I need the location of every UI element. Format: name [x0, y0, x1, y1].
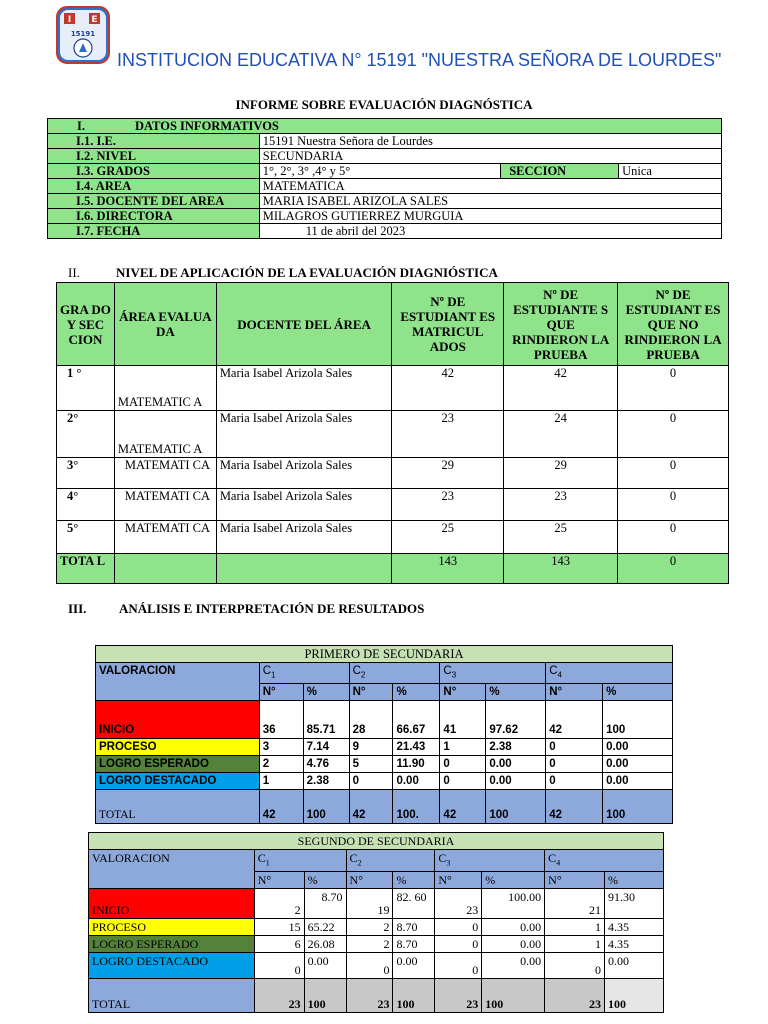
nivel-total-no-rindieron: 0 — [618, 554, 729, 584]
primero-cell: 28 — [349, 701, 393, 739]
nivel-cell-matriculados: 29 — [392, 458, 504, 489]
primero-n-header: N° — [546, 684, 603, 701]
school-name: INSTITUCION EDUCATIVA N° 15191 "NUESTRA SEÑORA DE LOURDES" — [117, 50, 722, 70]
primero-cell: 85.71 — [303, 701, 349, 739]
table-row — [57, 366, 729, 411]
nivel-cell-docente: Maria Isabel Arizola Sales — [216, 411, 392, 458]
nivel-cell-rindieron: 42 — [504, 366, 618, 411]
segundo-cell: 8.70 — [393, 936, 435, 953]
segundo-cell: 0.00 — [605, 953, 664, 979]
segundo-total-cell: 100 — [482, 979, 545, 1013]
primero-cell: 0 — [349, 773, 393, 790]
segundo-cell: 19 — [346, 889, 393, 919]
segundo-label-logro-esperado: LOGRO ESPERADO — [89, 936, 255, 953]
segundo-cell: 1 — [545, 919, 605, 936]
primero-cell: 2.38 — [486, 739, 546, 756]
nivel-cell-area: MATEMATI CA — [114, 521, 216, 554]
segundo-cell: 26.08 — [304, 936, 346, 953]
nivel-header-area: ÁREA EVALUA DA — [114, 283, 216, 366]
primero-cell: 5 — [349, 756, 393, 773]
primero-n-header: N° — [440, 684, 486, 701]
segundo-cell: 21 — [545, 889, 605, 919]
primero-label-inicio: INICIO — [96, 701, 260, 739]
primero-label-proceso: PROCESO — [96, 739, 260, 756]
primero-cell: 0 — [440, 773, 486, 790]
table-row — [96, 756, 673, 773]
primero-title: PRIMERO DE SECUNDARIA — [96, 646, 673, 663]
datos-value-directora: MILAGROS GUTIERREZ MURGUIA — [259, 209, 721, 224]
nivel-header-grado: GRA DO Y SEC CION — [57, 283, 115, 366]
segundo-c2-header: $C_2$ — [346, 850, 435, 872]
nivel-section-title: NIVEL DE APLICACIÓN DE LA EVALUACIÓN DIAGNIÓSTICA — [116, 265, 498, 280]
segundo-cell: 4.35 — [605, 936, 664, 953]
primero-cell: 0.00 — [393, 773, 440, 790]
nivel-cell-rindieron: 24 — [504, 411, 618, 458]
primero-cell: 0.00 — [603, 773, 673, 790]
nivel-total-rindieron: 143 — [504, 554, 618, 584]
primero-valoracion-header: VALORACION — [96, 663, 260, 701]
segundo-total-row — [89, 979, 664, 1013]
primero-total-cell: 42 — [546, 790, 603, 824]
primero-cell: 0.00 — [486, 773, 546, 790]
nivel-total-matriculados: 143 — [392, 554, 504, 584]
nivel-cell-no-rindieron: 0 — [618, 489, 729, 521]
datos-section-num: I. — [77, 119, 85, 133]
datos-label-seccion: SECCION — [501, 164, 619, 179]
nivel-total-row — [57, 554, 729, 584]
segundo-cell: 82. 60 — [393, 889, 435, 919]
segundo-label-logro-destacado: LOGRO DESTACADO — [89, 953, 255, 979]
primero-cell: 1 — [440, 739, 486, 756]
nivel-cell-grado: 1 ° — [57, 366, 115, 411]
segundo-total-cell: 23 — [254, 979, 304, 1013]
segundo-total-cell: 23 — [435, 979, 482, 1013]
nivel-cell-area: MATEMATI CA — [114, 458, 216, 489]
datos-label-directora: I.6. DIRECTORA — [48, 209, 260, 224]
nivel-cell-matriculados: 23 — [392, 489, 504, 521]
nivel-section-num: II. — [68, 265, 80, 280]
table-row — [89, 953, 664, 979]
nivel-cell-no-rindieron: 0 — [618, 458, 729, 489]
table-row — [89, 919, 664, 936]
primero-cell: 0.00 — [603, 756, 673, 773]
datos-value-nivel: SECUNDARIA — [259, 149, 721, 164]
segundo-cell: 0 — [346, 953, 393, 979]
segundo-cell: 65.22 — [304, 919, 346, 936]
segundo-cell: 0.00 — [482, 919, 545, 936]
table-row — [96, 701, 673, 739]
school-logo — [56, 6, 110, 64]
segundo-cell: 6 — [254, 936, 304, 953]
nivel-header-rindieron: Nº DE ESTUDIANTE S QUE RINDIERON LA PRUEBA — [504, 283, 618, 366]
primero-total-cell: 42 — [259, 790, 303, 824]
datos-value-fecha: 11 de abril del 2023 — [259, 224, 721, 239]
segundo-cell: 100.00 — [482, 889, 545, 919]
segundo-pct-header: % — [393, 872, 435, 889]
segundo-cell: 0.00 — [482, 936, 545, 953]
segundo-cell: 2 — [346, 919, 393, 936]
primero-total-cell: 100 — [303, 790, 349, 824]
primero-cell: 66.67 — [393, 701, 440, 739]
primero-cell: 4.76 — [303, 756, 349, 773]
segundo-c1-header: $C_1$ — [254, 850, 346, 872]
primero-c4-header: $C_4$ — [546, 663, 673, 684]
nivel-aplicacion-table — [56, 282, 729, 584]
primero-cell: 42 — [546, 701, 603, 739]
nivel-cell-no-rindieron: 0 — [618, 366, 729, 411]
primero-cell: 0 — [546, 773, 603, 790]
datos-value-seccion: Unica — [619, 164, 722, 179]
nivel-cell-docente: Maria Isabel Arizola Sales — [216, 489, 392, 521]
primero-pct-header: % — [393, 684, 440, 701]
nivel-cell-rindieron: 25 — [504, 521, 618, 554]
segundo-c4-header: $C_4$ — [545, 850, 664, 872]
primero-total-cell: 42 — [440, 790, 486, 824]
primero-total-label: TOTAL — [96, 790, 260, 824]
nivel-cell-rindieron: 23 — [504, 489, 618, 521]
primero-cell: 0.00 — [603, 739, 673, 756]
datos-informativos-table — [47, 118, 722, 239]
primero-cell: 3 — [259, 739, 303, 756]
primero-cell: 9 — [349, 739, 393, 756]
primero-cell: 0 — [440, 756, 486, 773]
analisis-section-title: ANÁLISIS E INTERPRETACIÓN DE RESULTADOS — [119, 601, 425, 616]
segundo-n-header: N° — [435, 872, 482, 889]
table-row — [57, 489, 729, 521]
segundo-cell: 0 — [435, 936, 482, 953]
segundo-cell: 0 — [435, 919, 482, 936]
logo-letter-e: E — [91, 15, 98, 25]
segundo-cell: 23 — [435, 889, 482, 919]
primero-c3-header: $C_3$ — [440, 663, 546, 684]
primero-label-logro-destacado: LOGRO DESTACADO — [96, 773, 260, 790]
segundo-results-table — [88, 832, 664, 1013]
primero-results-table — [95, 645, 673, 824]
nivel-header-matriculados: Nº DE ESTUDIANT ES MATRICUL ADOS — [392, 283, 504, 366]
table-row — [57, 458, 729, 489]
primero-total-row — [96, 790, 673, 824]
segundo-label-inicio: INICIO — [89, 889, 255, 919]
primero-n-header: N° — [259, 684, 303, 701]
primero-cell: 97.62 — [486, 701, 546, 739]
primero-cell: 0 — [546, 739, 603, 756]
datos-section-title: DATOS INFORMATIVOS — [135, 119, 279, 133]
segundo-total-cell: 100 — [393, 979, 435, 1013]
report-title: INFORME SOBRE EVALUACIÓN DIAGNÓSTICA — [235, 97, 533, 112]
primero-cell: 1 — [259, 773, 303, 790]
nivel-cell-grado: 5° — [57, 521, 115, 554]
segundo-cell: 0.00 — [393, 953, 435, 979]
primero-cell: 11.90 — [393, 756, 440, 773]
primero-pct-header: % — [303, 684, 349, 701]
nivel-cell-rindieron: 29 — [504, 458, 618, 489]
primero-cell: 2.38 — [303, 773, 349, 790]
segundo-cell: 8.70 — [393, 919, 435, 936]
table-row — [96, 739, 673, 756]
segundo-cell: 8.70 — [304, 889, 346, 919]
nivel-cell-grado: 2° — [57, 411, 115, 458]
table-row — [57, 411, 729, 458]
nivel-cell-grado: 4° — [57, 489, 115, 521]
table-row — [57, 521, 729, 554]
datos-value-docente: MARIA ISABEL ARIZOLA SALES — [259, 194, 721, 209]
segundo-cell: 4.35 — [605, 919, 664, 936]
segundo-total-cell: 23 — [346, 979, 393, 1013]
analisis-section-heading — [68, 601, 424, 617]
segundo-pct-header: % — [482, 872, 545, 889]
logo-number: 15191 — [70, 30, 96, 38]
segundo-label-proceso: PROCESO — [89, 919, 255, 936]
segundo-pct-header: % — [304, 872, 346, 889]
segundo-n-header: N° — [254, 872, 304, 889]
nivel-cell-grado: 3° — [57, 458, 115, 489]
primero-cell: 100 — [603, 701, 673, 739]
nivel-header-docente: DOCENTE DEL ÁREA — [216, 283, 392, 366]
segundo-cell: 2 — [254, 889, 304, 919]
datos-label-fecha: I.7. FECHA — [48, 224, 260, 239]
datos-label-nivel: I.2. NIVEL — [48, 149, 260, 164]
segundo-total-cell: 23 — [545, 979, 605, 1013]
segundo-cell: 0 — [435, 953, 482, 979]
segundo-valoracion-header: VALORACION — [89, 850, 255, 889]
segundo-n-header: N° — [346, 872, 393, 889]
segundo-title: SEGUNDO DE SECUNDARIA — [89, 833, 664, 850]
primero-cell: 21.43 — [393, 739, 440, 756]
table-row — [96, 773, 673, 790]
datos-label-area: I.4. AREA — [48, 179, 260, 194]
nivel-cell-no-rindieron: 0 — [618, 521, 729, 554]
datos-label-ie: I.1. I.E. — [48, 134, 260, 149]
table-row — [89, 889, 664, 919]
segundo-cell: 0.00 — [304, 953, 346, 979]
primero-total-cell: 100. — [393, 790, 440, 824]
table-row — [89, 936, 664, 953]
primero-n-header: N° — [349, 684, 393, 701]
segundo-total-cell: 100 — [605, 979, 664, 1013]
primero-total-cell: 42 — [349, 790, 393, 824]
nivel-cell-matriculados: 42 — [392, 366, 504, 411]
primero-total-cell: 100 — [486, 790, 546, 824]
primero-cell: 41 — [440, 701, 486, 739]
primero-c2-header: $C_2$ — [349, 663, 440, 684]
nivel-cell-area: MATEMATIC A — [114, 411, 216, 458]
nivel-cell-docente: Maria Isabel Arizola Sales — [216, 366, 392, 411]
segundo-cell: 0 — [545, 953, 605, 979]
segundo-n-header: N° — [545, 872, 605, 889]
primero-c1-header: $C_1$ — [259, 663, 349, 684]
logo-letter-i: I — [67, 15, 72, 25]
primero-pct-header: % — [603, 684, 673, 701]
segundo-cell: 15 — [254, 919, 304, 936]
nivel-cell-no-rindieron: 0 — [618, 411, 729, 458]
nivel-total-label: TOTA L — [57, 554, 115, 584]
primero-cell: 7.14 — [303, 739, 349, 756]
segundo-cell: 91.30 — [605, 889, 664, 919]
nivel-section-heading — [68, 265, 498, 281]
primero-cell: 0.00 — [486, 756, 546, 773]
segundo-cell: 0 — [254, 953, 304, 979]
nivel-cell-area: MATEMATIC A — [114, 366, 216, 411]
datos-label-docente: I.5. DOCENTE DEL AREA — [48, 194, 260, 209]
primero-cell: 0 — [546, 756, 603, 773]
nivel-cell-docente: Maria Isabel Arizola Sales — [216, 458, 392, 489]
nivel-cell-matriculados: 23 — [392, 411, 504, 458]
datos-value-area: MATEMATICA — [259, 179, 721, 194]
primero-total-cell: 100 — [603, 790, 673, 824]
primero-cell: 36 — [259, 701, 303, 739]
primero-cell: 2 — [259, 756, 303, 773]
analisis-section-num: III. — [68, 601, 87, 616]
nivel-header-no-rindieron: Nº DE ESTUDIANT ES QUE NO RINDIERON LA PRUEBA — [618, 283, 729, 366]
primero-pct-header: % — [486, 684, 546, 701]
primero-label-logro-esperado: LOGRO ESPERADO — [96, 756, 260, 773]
segundo-cell: 2 — [346, 936, 393, 953]
nivel-cell-area: MATEMATI CA — [114, 489, 216, 521]
datos-value-grados: 1°, 2°, 3° ,4° y 5° — [259, 164, 500, 179]
segundo-c3-header: $C_3$ — [435, 850, 545, 872]
datos-label-grados: I.3. GRADOS — [48, 164, 260, 179]
segundo-cell: 1 — [545, 936, 605, 953]
segundo-pct-header: % — [605, 872, 664, 889]
segundo-cell: 0.00 — [482, 953, 545, 979]
datos-section-header — [48, 119, 722, 134]
nivel-cell-docente: Maria Isabel Arizola Sales — [216, 521, 392, 554]
datos-value-ie: 15191 Nuestra Señora de Lourdes — [259, 134, 721, 149]
segundo-total-label: TOTAL — [89, 979, 255, 1013]
segundo-total-cell: 100 — [304, 979, 346, 1013]
nivel-cell-matriculados: 25 — [392, 521, 504, 554]
